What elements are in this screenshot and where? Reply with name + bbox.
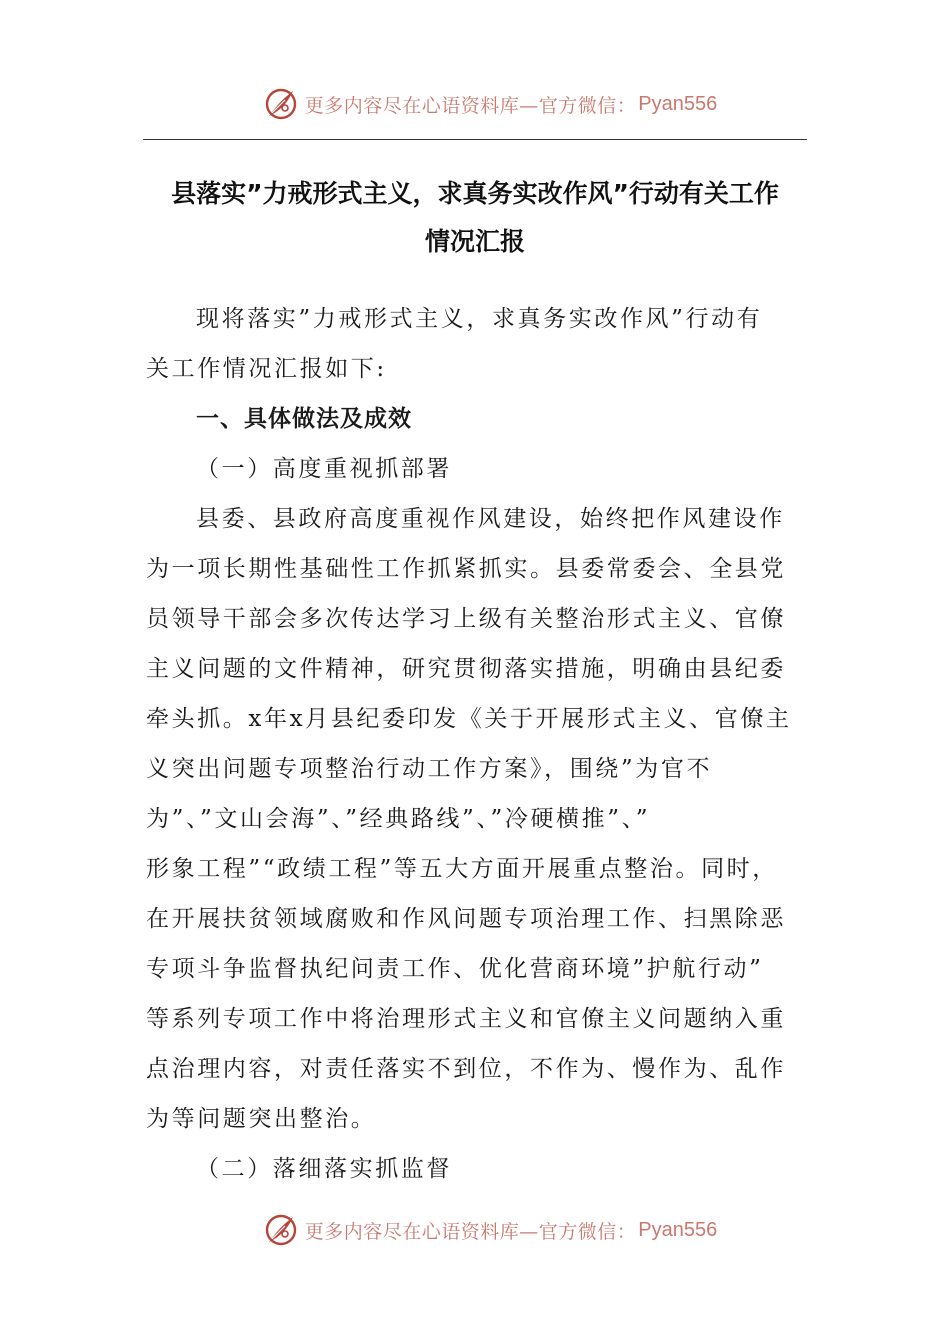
watermark-text: 更多内容尽在心语资料库—官方微信： <box>304 94 637 117</box>
paragraph-line: 牵头抓。x年x月县纪委印发《关于开展形式主义、官僚主 <box>146 706 792 732</box>
paragraph-line: 为等问题突出整治。 <box>146 1106 377 1132</box>
paragraph-line: 点治理内容，对责任落实不到位，不作为、慢作为、乱作 <box>146 1056 786 1082</box>
paragraph-line: 专项斗争监督执纪问责工作、优化营商环境”护航行动” <box>146 956 764 982</box>
quill-logo-icon <box>263 86 299 122</box>
footer-watermark-content <box>263 1212 717 1248</box>
watermark-account: Pyan556 <box>638 1218 718 1241</box>
paragraph-line: 义突出问题专项整治行动工作方案》，围绕”为官不 <box>146 756 713 782</box>
paragraph-line: 等系列专项工作中将治理形式主义和官僚主义问题纳入重 <box>146 1006 786 1032</box>
header-watermark-content <box>263 86 717 122</box>
paragraph-line: 关工作情况汇报如下: <box>146 356 387 382</box>
paragraph-line: 县委、县政府高度重视作风建设，始终把作风建设作 <box>196 506 785 532</box>
paragraph-line: 为一项长期性基础性工作抓紧抓实。县委常委会、全县党 <box>146 556 786 582</box>
quill-logo-icon <box>263 1212 299 1248</box>
watermark-account: Pyan556 <box>638 92 718 115</box>
header-watermark <box>0 82 950 126</box>
section-heading: 一、具体做法及成效 <box>196 406 412 432</box>
subsection-heading: （二）落细落实抓监督 <box>196 1156 452 1182</box>
header-rule <box>143 139 807 140</box>
watermark-text: 更多内容尽在心语资料库—官方微信： <box>304 1220 637 1243</box>
subsection-heading: （一）高度重视抓部署 <box>196 456 452 482</box>
title-line-1: 县落实”力戒形式主义，求真务实改作风”行动有关工作 <box>171 179 779 208</box>
title-line-2: 情况汇报 <box>424 227 525 256</box>
document-title <box>143 170 807 266</box>
paragraph-line: 形象工程”“政绩工程”等五大方面开展重点整治。同时， <box>146 856 778 882</box>
footer-watermark <box>0 1208 950 1252</box>
paragraph-line: 在开展扶贫领域腐败和作风问题专项治理工作、扫黑除恶 <box>146 906 786 932</box>
paragraph-line: 现将落实”力戒形式主义，求真务实改作风”行动有 <box>196 306 763 332</box>
paragraph-line: 员领导干部会多次传达学习上级有关整治形式主义、官僚 <box>146 606 786 632</box>
paragraph-line: 为”、”文山会海”、”经典路线”、”冷硬横推”、” <box>146 806 651 832</box>
paragraph-line: 主义问题的文件精神，研究贯彻落实措施，明确由县纪委 <box>146 656 786 682</box>
